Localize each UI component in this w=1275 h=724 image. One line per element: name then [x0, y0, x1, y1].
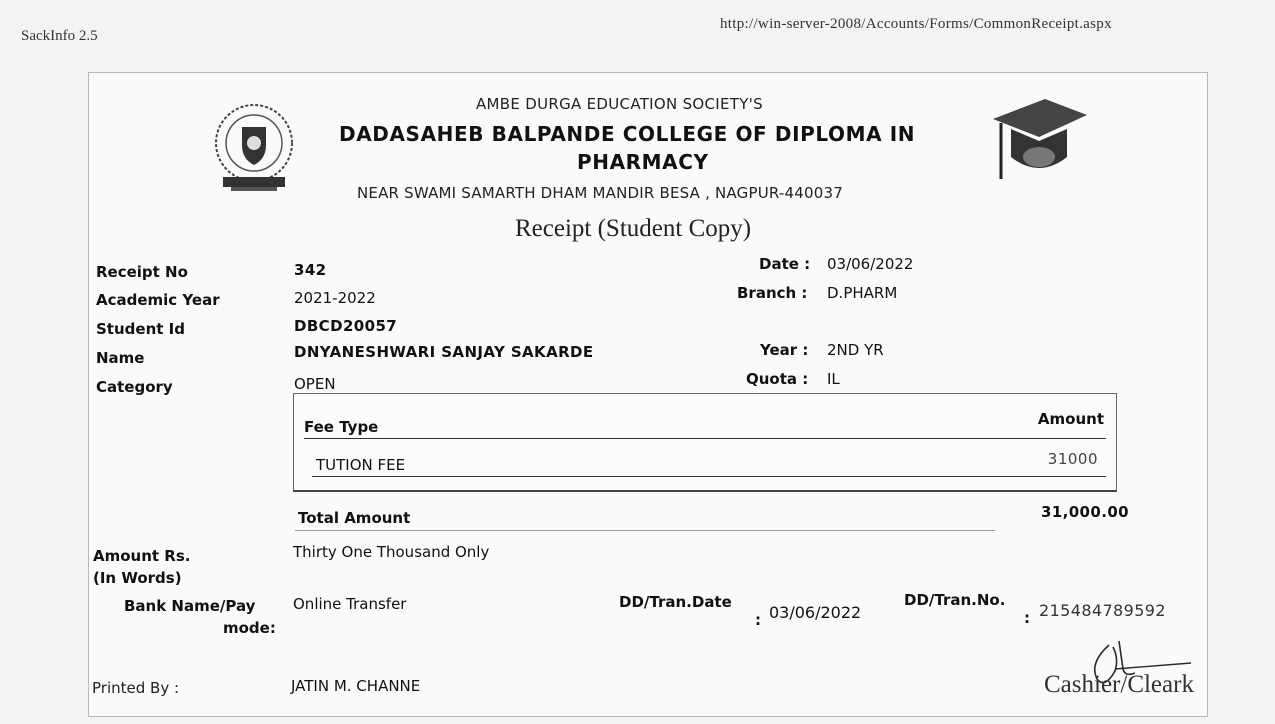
year-value: 2ND YR: [827, 341, 884, 359]
year-label: Year :: [760, 341, 809, 359]
printed-by-value: JATIN M. CHANNE: [291, 677, 421, 695]
app-label: SackInfo 2.5: [21, 28, 98, 44]
amount-words-label-2: (In Words): [93, 569, 182, 587]
graduation-cap-icon: [989, 99, 1089, 189]
name-label: Name: [96, 349, 145, 367]
college-emblem-icon: [209, 101, 299, 199]
college-address: NEAR SWAMI SAMARTH DHAM MANDIR BESA , NAGPUR-440037: [357, 184, 843, 202]
fee-table: [293, 393, 1117, 492]
receipt-card: [88, 72, 1208, 717]
college-name-line1: DADASAHEB BALPANDE COLLEGE OF DIPLOMA IN: [339, 122, 916, 146]
bank-label-1: Bank Name/Pay: [124, 597, 256, 615]
fee-row-type: TUTION FEE: [316, 456, 406, 474]
page-url: http://win-server-2008/Accounts/Forms/CommonReceipt.aspx: [720, 16, 1112, 32]
student-name-value: DNYANESHWARI SANJAY SAKARDE: [294, 343, 594, 361]
fee-type-header: Fee Type: [304, 418, 379, 436]
student-id-value: DBCD20057: [294, 317, 398, 335]
category-label: Category: [96, 378, 173, 396]
fee-row-amount: 31000: [1047, 450, 1098, 468]
branch-value: D.PHARM: [827, 284, 898, 302]
receipt-title: Receipt (Student Copy): [515, 215, 752, 242]
table-row-divider: [312, 476, 1106, 477]
printed-by-label: Printed By :: [92, 679, 180, 697]
total-divider: [295, 530, 995, 531]
academic-year-label: Academic Year: [96, 291, 220, 309]
quota-value: IL: [827, 370, 840, 388]
amount-words-value: Thirty One Thousand Only: [293, 543, 490, 561]
date-label: Date :: [759, 255, 811, 273]
total-amount-value: 31,000.00: [1040, 503, 1129, 521]
society-name: AMBE DURGA EDUCATION SOCIETY'S: [476, 95, 763, 113]
branch-label: Branch :: [737, 284, 808, 302]
academic-year-value: 2021-2022: [294, 289, 376, 307]
dd-no-label: DD/Tran.No.: [904, 591, 1006, 609]
dd-date-colon: :: [755, 611, 761, 629]
table-header-divider: [304, 438, 1106, 439]
quota-label: Quota :: [746, 370, 809, 388]
dd-date-value: 03/06/2022: [769, 603, 862, 622]
dd-no-colon: :: [1024, 609, 1030, 627]
total-amount-label: Total Amount: [298, 509, 411, 527]
receipt-no-value: 342: [294, 261, 327, 279]
dd-date-label: DD/Tran.Date: [619, 593, 732, 611]
date-value: 03/06/2022: [827, 255, 914, 273]
college-name-line2: PHARMACY: [577, 150, 709, 174]
student-id-label: Student Id: [96, 320, 185, 338]
dd-no-value: 215484789592: [1039, 601, 1166, 620]
amount-words-label-1: Amount Rs.: [93, 547, 191, 565]
category-value: OPEN: [294, 375, 336, 393]
bank-label-2: mode:: [223, 619, 276, 637]
bank-value: Online Transfer: [293, 595, 407, 613]
cashier-signature-label: Cashier/Cleark: [1044, 671, 1194, 698]
amount-header: Amount: [1037, 410, 1104, 428]
receipt-no-label: Receipt No: [96, 263, 188, 281]
